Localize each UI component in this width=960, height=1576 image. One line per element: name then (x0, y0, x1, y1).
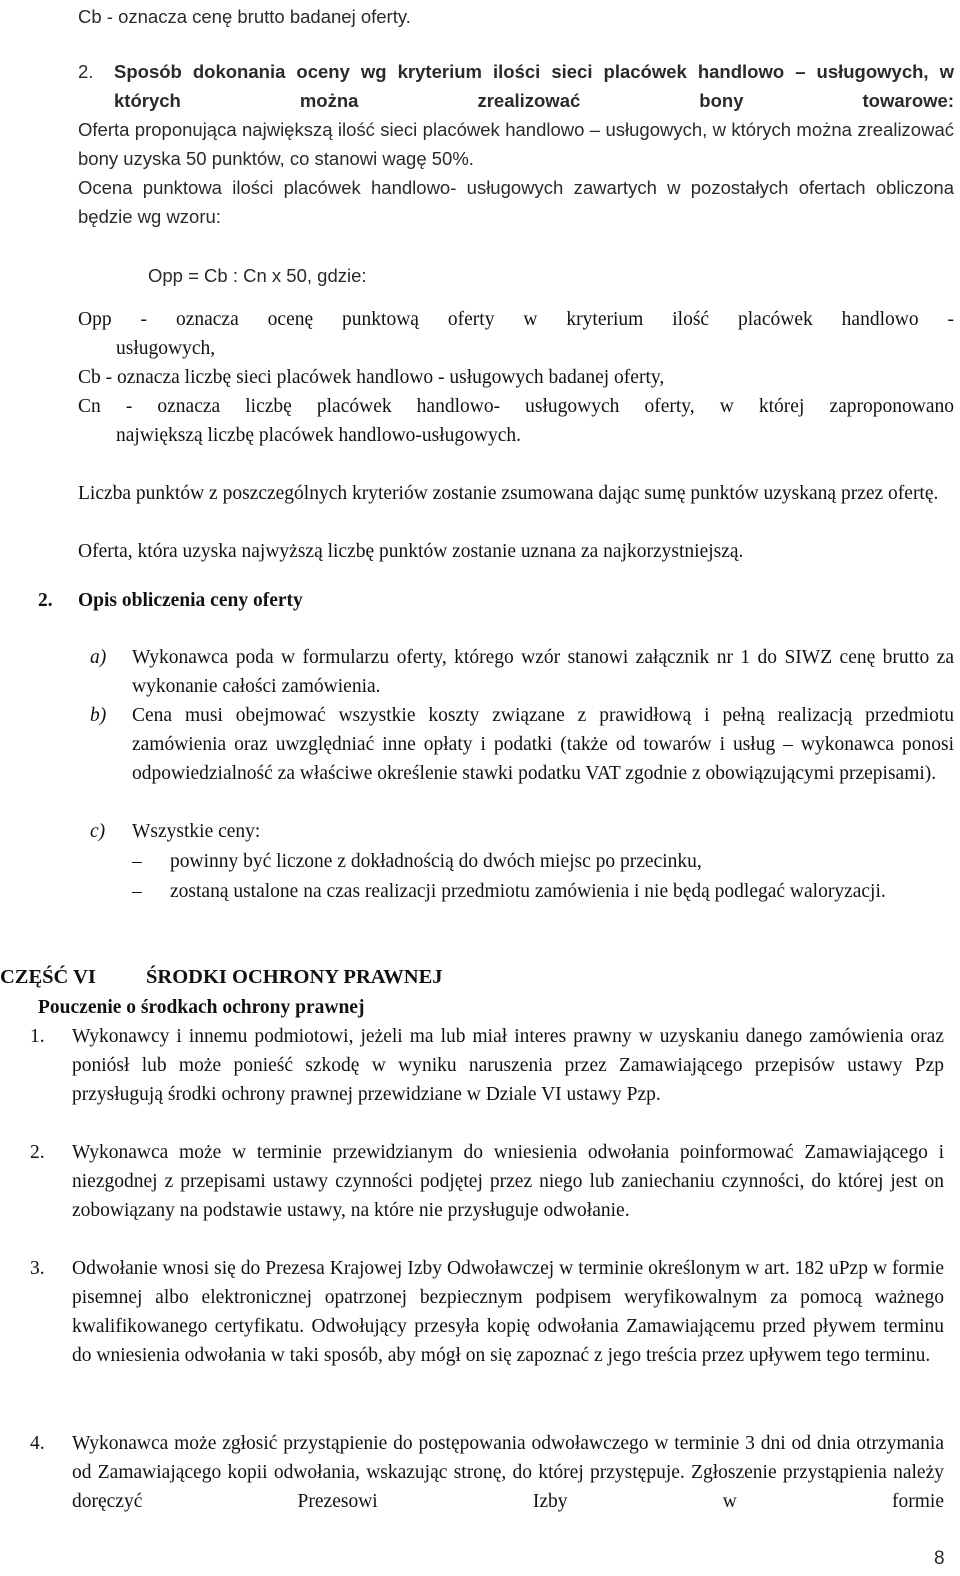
part6-item-3 (30, 1254, 944, 1370)
part6-label: CZĘŚĆ VI (0, 966, 96, 988)
definition-opp (78, 305, 954, 363)
formula: Opp = Cb : Cn x 50, gdzie: (148, 265, 367, 286)
price-section-title: Opis obliczenia ceny oferty (78, 590, 303, 611)
part6-item-2 (30, 1138, 944, 1225)
definition-cn-line2: największą liczbę placówek handlowo-usługowych. (116, 425, 522, 446)
definition-opp-line1: Opp - oznacza ocenę punktową oferty w kryterium ilość placówek handlowo - (78, 309, 954, 330)
criterion-2-para2: Ocena punktowa ilości placówek handlowo- usługowych zawartych w pozostałych ofertach obliczona będzie wg wzoru: (78, 177, 954, 227)
part6-item-4-number: 4. (30, 1433, 45, 1454)
part6-item-1-number: 1. (30, 1026, 45, 1047)
part6-title: ŚRODKI OCHRONY PRAWNEJ (146, 966, 443, 988)
price-section-number: 2. (38, 590, 53, 611)
part6-item-4 (30, 1429, 944, 1516)
criterion-2-para1: Oferta proponująca największą ilość sieci placówek handlowo – usługowych, w których można zrealizować bony uzyska 50 punktów, co stanowi wagę 50%. (78, 119, 954, 169)
part6-item-1-text: Wykonawcy i innemu podmiotowi, jeżeli ma lub miał interes prawny w uzyskaniu danego zamówienia oraz poniósł lub może ponieść szkodę w wyniku naruszenia przez Zamawiającego przepisów ustawy Pzp przysługują środki ochrony prawnej przewidziane w Dziale VI ustawy Pzp. (72, 1026, 944, 1105)
definition-cb (78, 363, 954, 392)
definition-cn-line1: Cn - oznacza liczbę placówek handlowo- usługowych oferty, w której zaproponowano (78, 396, 954, 417)
criterion-2-title: Sposób dokonania oceny wg kryterium ilości sieci placówek handlowo – usługowych, w których można zrealizować bony towarowe: (114, 61, 954, 111)
price-subitem-1-text: powinny być liczone z dokładnością do dwóch miejsc po przecinku, (170, 851, 702, 872)
definition-opp-line2: usługowych, (116, 338, 216, 359)
part6-item-2-number: 2. (30, 1142, 45, 1163)
price-item-c (90, 817, 954, 846)
criterion-2-number: 2. (78, 61, 94, 82)
price-item-a-marker: a) (90, 647, 107, 668)
part6-item-2-text: Wykonawca może w terminie przewidzianym do wniesienia odwołania poinformować Zamawiającego i niezgodnej z przepisami ustawy czynności podjętej przez niego lub zaniechaniu czynności, do której jest on zobowiązany na podstawie ustawy, na które nie przysługuje odwołanie. (72, 1142, 944, 1221)
price-item-a (90, 643, 954, 701)
dash-bullet-1: – (132, 851, 142, 872)
summary-best-offer: Oferta, która uzyska najwyższą liczbę punktów zostanie uznana za najkorzystniejszą. (78, 541, 744, 562)
price-item-b (90, 701, 954, 788)
summary-points: Liczba punktów z poszczególnych kryteriów zostanie zsumowana dając sumę punktów uzyskaną przez ofertę. (78, 483, 939, 504)
part6-item-3-text: Odwołanie wnosi się do Prezesa Krajowej Izby Odwoławczej w terminie określonym w art. 182 uPzp w formie pisemnej albo elektronicznej opatrzonej bezpiecznym podpisem weryfikowalnym za pomocą ważnego kwalifikowanego certyfikatu. Odwołujący przesyła kopię odwołania Zamawiającemu przed pływem terminu do wniesienia odwołania w taki sposób, aby mógł on się zapoznać z jego treścia przez upływem tego terminu. (72, 1258, 944, 1366)
price-item-b-text: Cena musi obejmować wszystkie koszty związane z prawidłową i pełną realizacją przedmiotu zamówienia oraz uwzględniać inne opłaty i podatki (także od towarów i usług – wykonawca ponosi odpowiedzialność za właściwe określenie stawki podatku VAT zgodnie z obowiązującymi przepisami). (132, 705, 954, 784)
price-item-a-text: Wykonawca poda w formularzu oferty, którego wzór stanowi załącznik nr 1 do SIWZ cenę brutto za wykonanie całości zamówienia. (132, 647, 954, 697)
criterion-2-block (78, 57, 954, 115)
part6-subheading: Pouczenie o środkach ochrony prawnej (38, 997, 365, 1018)
price-subitem-1 (132, 847, 954, 876)
price-item-c-marker: c) (90, 821, 106, 842)
part6-item-3-number: 3. (30, 1258, 45, 1279)
part6-item-1 (30, 1022, 944, 1109)
part6-item-4-text: Wykonawca może zgłosić przystąpienie do postępowania odwoławczego w terminie 3 dni od dnia otrzymania od Zamawiającego kopii odwołania, wskazując stronę, do której przystępuje. Zgłoszenie przystąpienia należy doręczyć Prezesowi Izby w formie (72, 1433, 944, 1512)
page-number: 8 (934, 1548, 945, 1569)
cb-brutto-line: Cb - oznacza cenę brutto badanej oferty. (78, 6, 411, 27)
dash-bullet-2: – (132, 881, 142, 902)
price-subitem-2 (132, 877, 954, 906)
price-subitem-2-text: zostaną ustalone na czas realizacji przedmiotu zamówienia i nie będą podlegać waloryzacji. (170, 881, 886, 902)
definition-cn (78, 392, 954, 450)
price-item-b-marker: b) (90, 705, 107, 726)
price-item-c-text: Wszystkie ceny: (132, 821, 261, 842)
definition-cb-line1: Cb - oznacza liczbę sieci placówek handlowo - usługowych badanej oferty, (78, 367, 665, 388)
